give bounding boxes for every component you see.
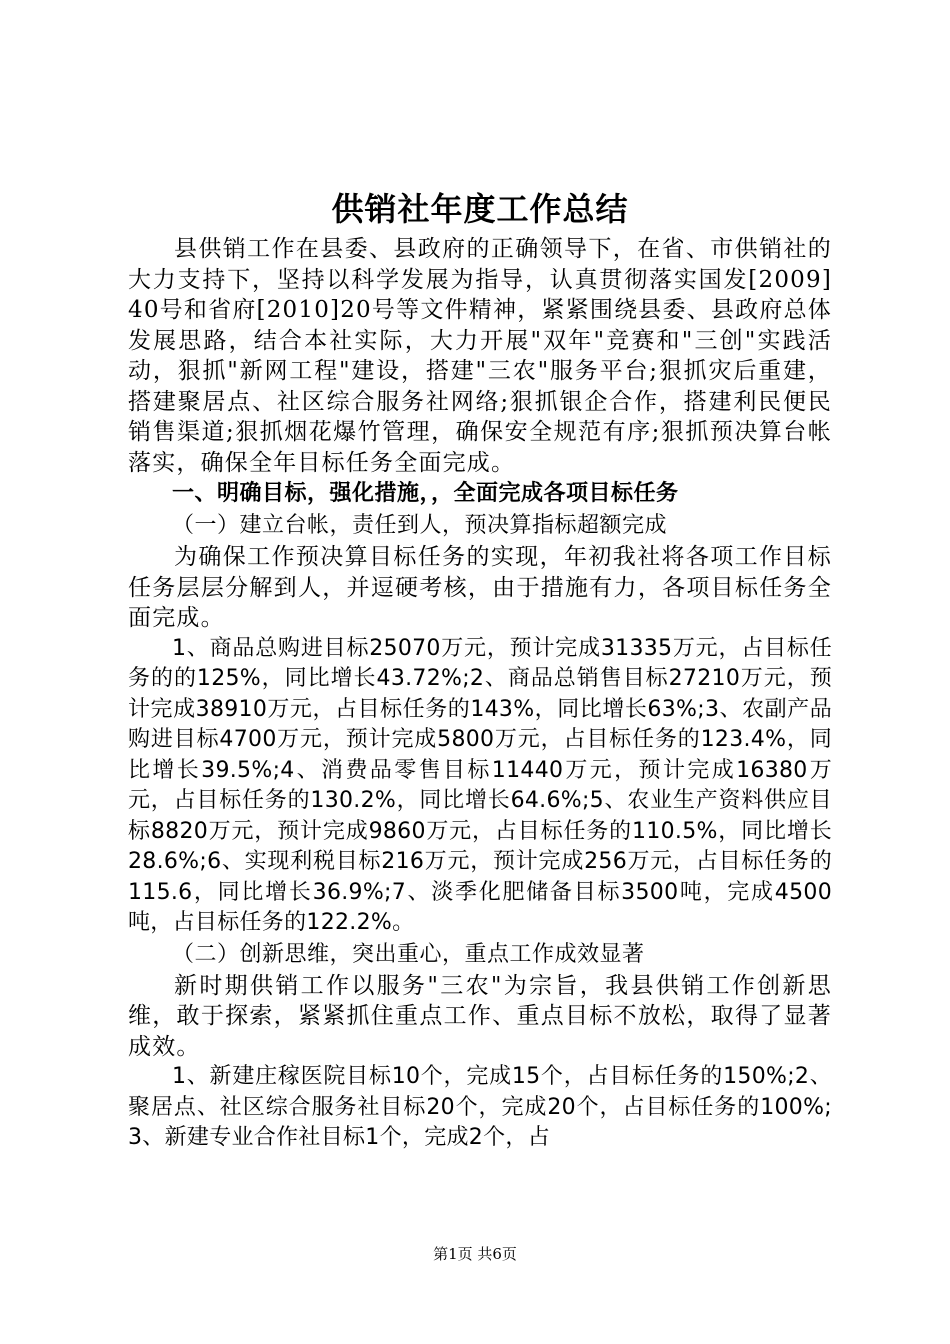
subsection-2-targets: 1、新建庄稼医院目标10个，完成15个，占目标任务的150%;2、聚居点、社区综合服务社目标20个，完成20个，占目标任务的100%;3、新建专业合作社目标1个，完成2个，占 [128, 1064, 832, 1150]
document-title: 供销社年度工作总结 [331, 190, 629, 228]
subsection-1-targets: 1、商品总购进目标25070万元，预计完成31335万元，占目标任务的的125%，同比增长43.72%;2、商品总销售目标27210万元，预计完成38910万元，占目标任务的143%，同比增长63%;3、农副产品购进目标4700万元，预计完成5800万元，占目标任务的123.4%，同比增长39.5%;4、消费品零售目标11440万元，预计完成16380万元，占目标任务的130.2%，同比增长64.6%;5、农业生产资料供应目标8820万元，预计完成9860万元，占目标任务的110.5%，同比增长28.6%;6、实现利税目标216万元，预计完成256万元，占目标任务的115.6，同比增长36.9%;7、淡季化肥储备目标3500吨，完成4500吨，占目标任务的122.2%。 [128, 635, 832, 935]
section-heading-1: 一、明确目标，强化措施，，全面完成各项目标任务 [172, 481, 679, 506]
document-body [128, 186, 832, 1154]
subsection-1-paragraph: 为确保工作预决算目标任务的实现，年初我社将各项工作目标任务层层分解到人，并逗硬考核，由于措施有力，各项目标任务全面完成。 [128, 544, 832, 631]
subsection-heading-2: （二）创新思维，突出重心，重点工作成效显著 [172, 941, 645, 967]
page-footer: 第1页 共6页 [433, 1245, 517, 1263]
subsection-heading-1: （一）建立台帐，责任到人，预决算指标超额完成 [172, 513, 668, 538]
subsection-2-paragraph: 新时期供销工作以服务"三农"为宗旨，我县供销工作创新思维，敢于探索，紧紧抓住重点工作、重点目标不放松，取得了显著成效。 [128, 972, 832, 1060]
intro-paragraph: 县供销工作在县委、县政府的正确领导下，在省、市供销社的大力支持下，坚持以科学发展为指导，认真贯彻落实国发[2009]40号和省府[2010]20号等文件精神，紧紧围绕县委、县政府总体发展思路，结合本社实际，大力开展"双年"竞赛和"三创"实践活动，狠抓"新网工程"建设，搭建"三农"服务平台;狠抓灾后重建，搭建聚居点、社区综合服务社网络;狠抓银企合作，搭建利民便民销售渠道;狠抓烟花爆竹管理，确保安全规范有序;狠抓预决算台帐落实，确保全年目标任务全面完成。 [128, 236, 832, 476]
